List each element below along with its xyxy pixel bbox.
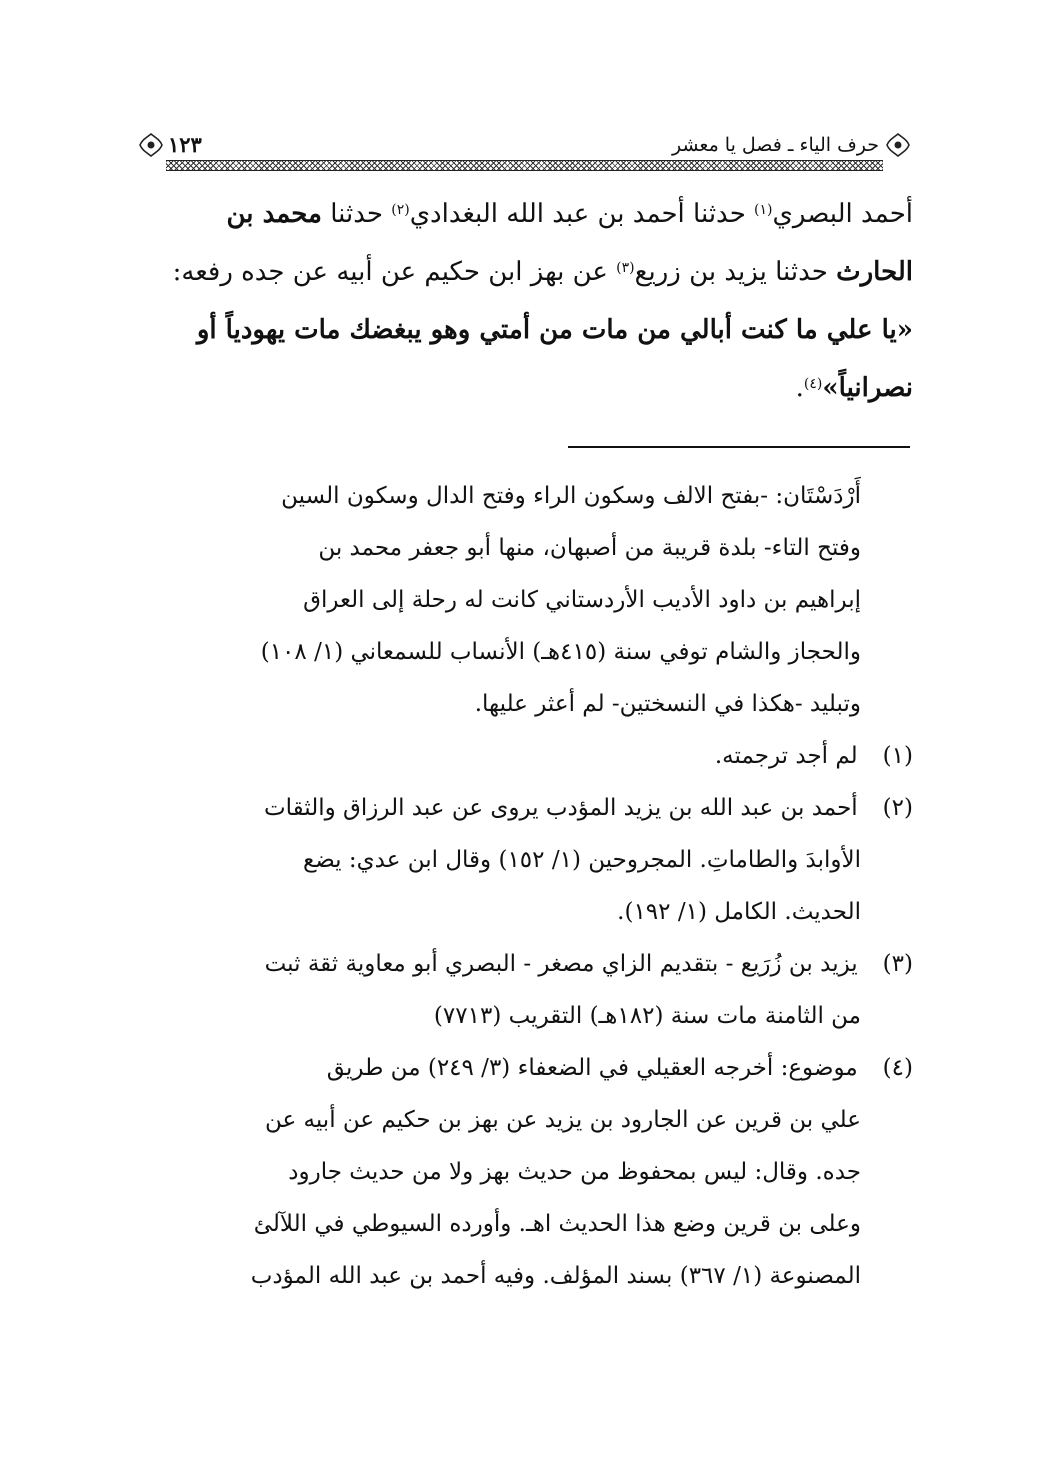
footnote-text: المصنوعة (١/ ٣٦٧) بسند المؤلف. وفيه أحمد بن عبد الله المؤدب <box>250 1263 861 1289</box>
footnote-line <box>135 886 913 938</box>
text-run: . <box>795 373 804 403</box>
footnote-line <box>135 1250 913 1302</box>
footnote-number: (٣) <box>882 951 913 977</box>
main-line <box>140 359 913 417</box>
page-header <box>138 130 911 174</box>
text-run: حدثنا يزيد بن زريع <box>634 257 837 287</box>
footnote-continuation-line: أَرْدَسْتَان: -بفتح الالف وسكون الراء وفتح الدال وسكون السين <box>281 483 861 509</box>
main-line <box>140 301 913 359</box>
footnote-line <box>135 1094 913 1146</box>
footnote-line <box>135 1198 913 1250</box>
text-run: نصرانياً» <box>822 373 913 403</box>
text-run: حدثنا <box>321 199 392 229</box>
footnote-line <box>135 938 913 990</box>
ornament-icon <box>138 132 164 158</box>
footnote-ref: (١) <box>754 202 773 218</box>
footnote-line <box>135 782 913 834</box>
footnote-text: موضوع: أخرجه العقيلي في الضعفاء (٣/ ٢٤٩) من طريق <box>326 1055 858 1081</box>
footnote-continuation-line: وفتح التاء- بلدة قريبة من أصبهان، منها أبو جعفر محمد بن <box>318 535 861 561</box>
text-run: «يا علي ما كنت أبالي من مات من أمتي وهو يبغضك مات يهودياً أو <box>196 315 913 345</box>
footnote-separator <box>568 446 910 448</box>
footnote-line <box>135 730 913 782</box>
footnote-line <box>135 834 913 886</box>
page-number: ١٢٣ <box>168 132 202 157</box>
footnotes <box>135 470 913 1302</box>
text-run: حدثنا أحمد بن عبد الله البغدادي <box>409 199 755 229</box>
footnote-ref: (٤) <box>803 376 823 392</box>
header-rule <box>166 160 883 171</box>
footnote-ref: (٣) <box>616 260 635 276</box>
footnote-number: (٢) <box>882 795 913 821</box>
footnote-continuation-line: إبراهيم بن داود الأديب الأردستاني كانت له رحلة إلى العراق <box>303 587 861 613</box>
main-line <box>140 243 913 301</box>
footnote-number: (١) <box>882 743 913 769</box>
footnote-continuation-line: وتبليد -هكذا في النسختين- لم أعثر عليها. <box>474 691 861 717</box>
footnote-number: (٤) <box>882 1055 913 1081</box>
text-run: محمد بن <box>226 199 322 229</box>
ornament-icon <box>885 132 911 158</box>
footnote-text: الأوابدَ والطاماتِ. المجروحين (١/ ١٥٢) وقال ابن عدي: يضع <box>302 847 861 873</box>
text-run: عن بهز ابن حكيم عن أبيه عن جده رفعه: <box>172 257 617 287</box>
footnote-text: لم أجد ترجمته. <box>714 743 858 769</box>
footnote-continuation-line: والحجاز والشام توفي سنة (٤١٥هـ) الأنساب للسمعاني (١/ ١٠٨) <box>260 639 861 665</box>
footnote-text: يزيد بن زُرَيع - بتقديم الزاي مصغر - البصري أبو معاوية ثقة ثبت <box>264 951 858 977</box>
footnote-text: وعلى بن قرين وضع هذا الحديث اهـ. وأورده السيوطي في اللآلئ <box>253 1211 861 1237</box>
footnote-text: من الثامنة مات سنة (١٨٢هـ) التقريب (٧٧١٣) <box>433 1003 861 1029</box>
footnote-ref: (٢) <box>391 202 410 218</box>
text-run: الحارث <box>836 257 913 287</box>
running-head: حرف الياء ـ فصل يا معشر <box>671 134 879 156</box>
main-text <box>140 185 913 417</box>
footnote-line <box>135 1146 913 1198</box>
footnote-text: الحديث. الكامل (١/ ١٩٢). <box>617 899 861 925</box>
footnote-text: أحمد بن عبد الله بن يزيد المؤدب يروى عن عبد الرزاق والثقات <box>264 795 858 821</box>
text-run: أحمد البصري <box>772 199 913 229</box>
footnote-text: جده. وقال: ليس بمحفوظ من حديث بهز ولا من حديث جارود <box>288 1159 861 1185</box>
footnote-text: علي بن قرين عن الجارود بن يزيد عن بهز بن حكيم عن أبيه عن <box>264 1107 861 1133</box>
footnote-line <box>135 1042 913 1094</box>
footnote-line <box>135 990 913 1042</box>
main-line <box>140 185 913 243</box>
